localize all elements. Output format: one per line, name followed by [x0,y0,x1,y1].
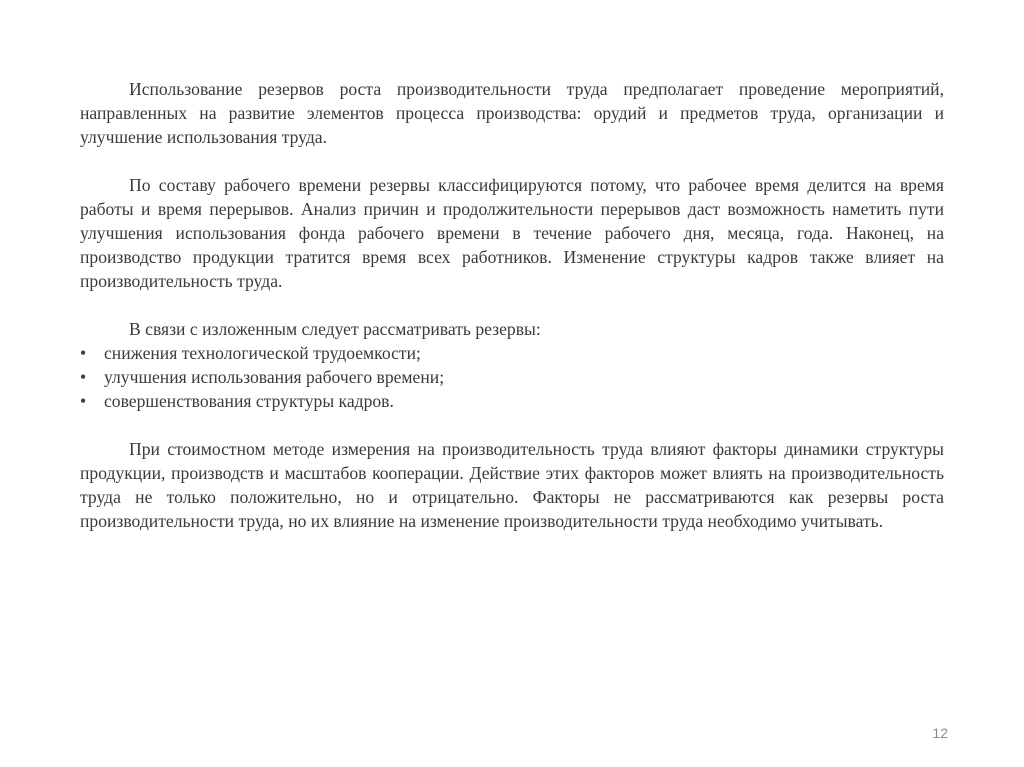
paragraph-spacer [80,413,944,437]
bullet-icon: • [80,391,87,411]
list-item [80,365,944,389]
list-item [80,389,944,413]
list-item-text: улучшения использования рабочего времени; [104,367,445,387]
list-lead-text: В связи с изложенным следует рассматривать резервы: [129,319,541,339]
paragraph-working-time: По составу рабочего времени резервы классифицируются потому, что рабочее время делится на время работы и время перерывов. Анализ причин и продолжительности перерывов даст возможность наметить пути улучшения использования фонда рабочего времени в течение рабочего дня, месяца, года. Наконец, на производство продукции тратится время всех работников. Изменение структуры кадров также влияет на производительность труда. [80,175,944,291]
reserves-bullet-list [80,341,944,413]
paragraph-spacer [80,293,944,317]
list-item [80,341,944,365]
list-item-text: снижения технологической трудоемкости; [104,343,421,363]
list-item-text: совершенствования структуры кадров. [104,391,394,411]
paragraph-spacer [80,149,944,173]
paragraph-cost-method: При стоимостном методе измерения на производительность труда влияют факторы динамики структуры продукции, производств и масштабов кооперации. Действие этих факторов может влиять на производительность труда не только положительно, но и отрицательно. Факторы не рассматриваются как резервы роста производительности труда, но их влияние на изменение производительности труда необходимо учитывать. [80,439,944,531]
paragraph-reserves-usage: Использование резервов роста производительности труда предполагает проведение мероприятий, направленных на развитие элементов процесса производства: орудий и предметов труда, организации и улучшение использования труда. [80,79,944,147]
page-number: 12 [932,725,948,741]
text-body [80,77,944,533]
bullet-icon: • [80,343,87,363]
bullet-icon: • [80,367,87,387]
